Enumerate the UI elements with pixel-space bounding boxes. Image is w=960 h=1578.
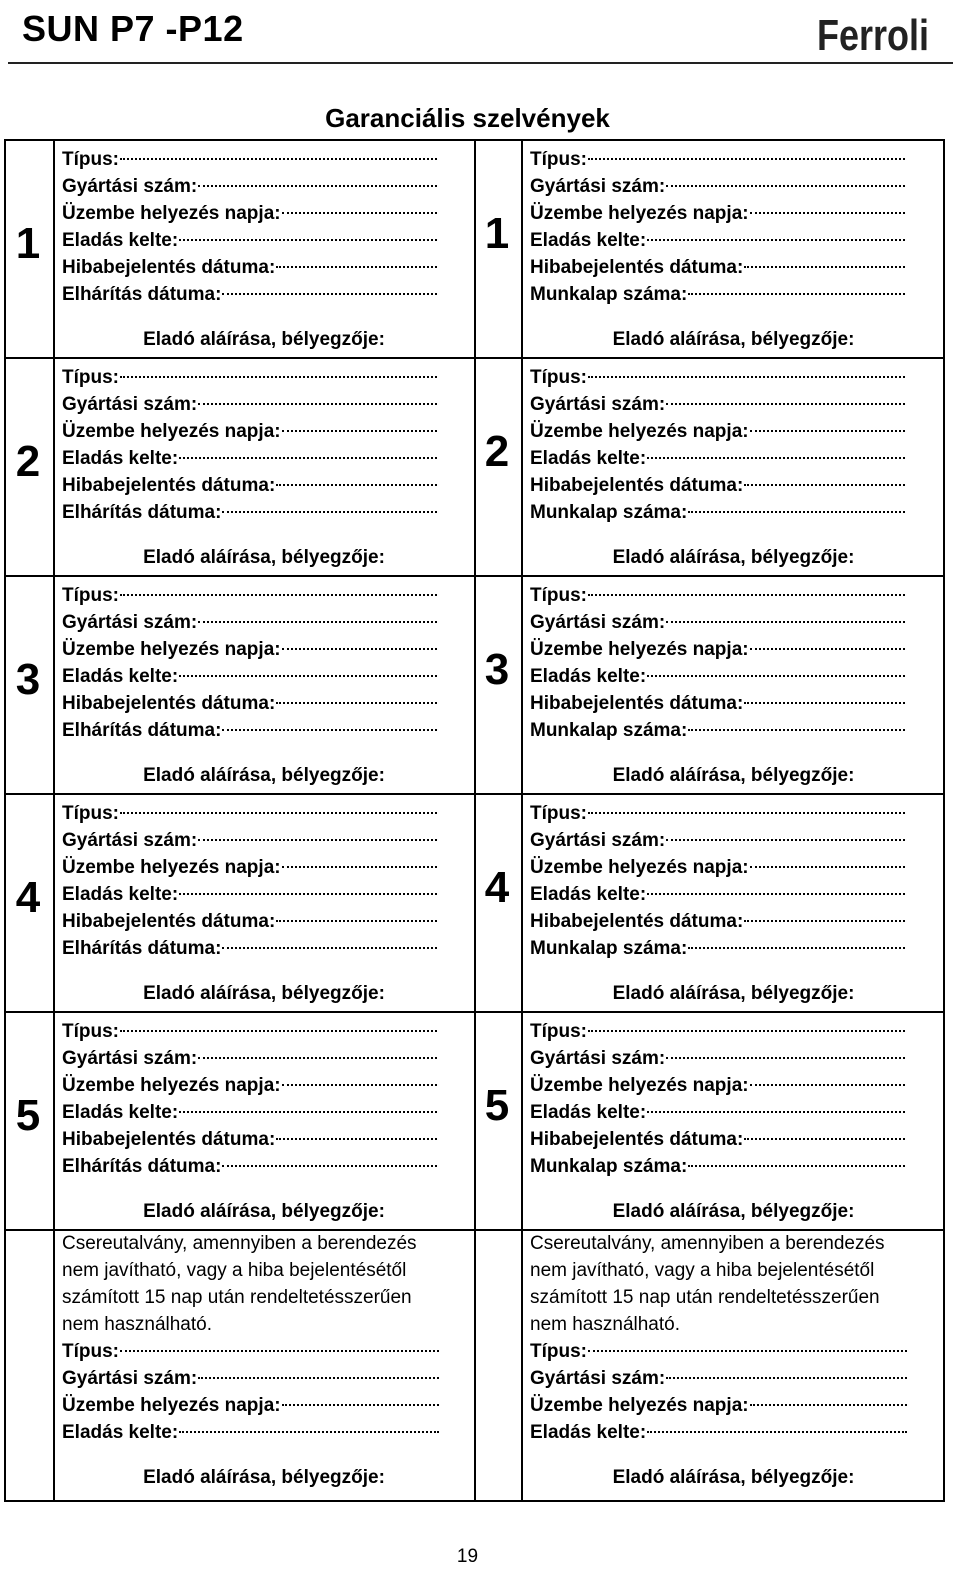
field-label: Eladás kelte: <box>530 666 647 687</box>
coupon-right-fields <box>530 582 905 744</box>
field-label: Gyártási szám: <box>530 394 666 415</box>
fill-in-line[interactable] <box>120 158 437 160</box>
field-label: Típus: <box>62 367 119 388</box>
form-field <box>530 663 905 690</box>
field-label: Típus: <box>530 367 587 388</box>
field-label: Típus: <box>530 149 587 170</box>
coupon-number: 3 <box>484 645 510 694</box>
field-label: Munkalap száma: <box>530 284 688 305</box>
field-label: Típus: <box>530 1341 587 1362</box>
fill-in-line[interactable] <box>588 812 905 814</box>
fill-in-line[interactable] <box>647 1431 907 1433</box>
coupon-number: 1 <box>484 209 510 258</box>
field-label: Típus: <box>62 1021 119 1042</box>
form-field <box>530 1419 907 1446</box>
fill-in-line[interactable] <box>222 293 437 295</box>
field-label: Eladás kelte: <box>62 1102 179 1123</box>
fill-in-line[interactable] <box>588 1030 905 1032</box>
fill-in-line[interactable] <box>666 1377 907 1379</box>
coupon-left-fields <box>62 1018 437 1180</box>
fill-in-line[interactable] <box>647 893 905 895</box>
fill-in-line[interactable] <box>276 484 437 486</box>
form-field <box>62 1072 437 1099</box>
coupon-left-fields <box>62 146 437 308</box>
fill-in-line[interactable] <box>179 457 437 459</box>
fill-in-line[interactable] <box>647 675 905 677</box>
fill-in-line[interactable] <box>666 839 905 841</box>
fill-in-line[interactable] <box>588 1350 907 1352</box>
form-field <box>530 935 905 962</box>
form-field <box>530 173 905 200</box>
signature-label: Eladó aláírása, bélyegzője: <box>612 765 855 786</box>
row-divider <box>4 793 945 795</box>
form-field <box>62 472 437 499</box>
form-field <box>530 445 905 472</box>
field-label: Típus: <box>62 585 119 606</box>
field-label: Eladás kelte: <box>62 230 179 251</box>
form-field <box>62 690 437 717</box>
signature-label: Eladó aláírása, bélyegzője: <box>143 1467 385 1488</box>
signature-label: Eladó aláírása, bélyegzője: <box>143 765 385 786</box>
coupon-number: 4 <box>484 863 510 912</box>
fill-in-line[interactable] <box>198 839 437 841</box>
signature-label: Eladó aláírása, bélyegzője: <box>612 1201 855 1222</box>
header-divider <box>8 62 953 64</box>
field-label: Eladás kelte: <box>530 884 647 905</box>
exchange-text: Csereutalvány, amennyiben a berendezés nem javítható, vagy a hiba bejelentésétől számított 15 nap után rendeltetésszerűen nem használható. <box>62 1233 417 1335</box>
form-field <box>62 827 437 854</box>
signature-label: Eladó aláírása, bélyegzője: <box>612 547 855 568</box>
form-field <box>530 1126 905 1153</box>
coupon-number: 5 <box>484 1081 510 1130</box>
grid-divider <box>474 139 476 1502</box>
form-field <box>530 254 905 281</box>
field-label: Hibabejelentés dátuma: <box>530 1129 744 1150</box>
fill-in-line[interactable] <box>744 1138 905 1140</box>
form-field <box>530 200 905 227</box>
field-label: Elhárítás dátuma: <box>62 1156 222 1177</box>
form-field <box>62 364 437 391</box>
form-field <box>62 800 437 827</box>
field-label: Hibabejelentés dátuma: <box>62 693 276 714</box>
fill-in-line[interactable] <box>198 403 437 405</box>
field-label: Üzembe helyezés napja: <box>530 1395 749 1416</box>
field-label: Eladás kelte: <box>530 230 647 251</box>
fill-in-line[interactable] <box>282 1084 437 1086</box>
row-divider <box>4 357 945 359</box>
form-field <box>530 1018 905 1045</box>
field-label: Hibabejelentés dátuma: <box>530 475 744 496</box>
fill-in-line[interactable] <box>666 185 905 187</box>
field-label: Üzembe helyezés napja: <box>62 1075 281 1096</box>
field-label: Üzembe helyezés napja: <box>530 203 749 224</box>
fill-in-line[interactable] <box>282 648 437 650</box>
form-field <box>530 472 905 499</box>
field-label: Eladás kelte: <box>62 666 179 687</box>
field-label: Üzembe helyezés napja: <box>62 1395 281 1416</box>
form-field <box>62 854 437 881</box>
fill-in-line[interactable] <box>750 1404 907 1406</box>
fill-in-line[interactable] <box>688 729 905 731</box>
fill-in-line[interactable] <box>120 376 437 378</box>
field-label: Gyártási szám: <box>62 1048 198 1069</box>
signature-label: Eladó aláírása, bélyegzője: <box>143 329 385 350</box>
form-field <box>62 609 437 636</box>
fill-in-line[interactable] <box>282 212 437 214</box>
fill-in-line[interactable] <box>198 185 437 187</box>
field-label: Típus: <box>530 1021 587 1042</box>
fill-in-line[interactable] <box>198 1057 437 1059</box>
fill-in-line[interactable] <box>120 812 437 814</box>
fill-in-line[interactable] <box>276 266 437 268</box>
field-label: Elhárítás dátuma: <box>62 938 222 959</box>
signature-label: Eladó aláírása, bélyegzője: <box>612 1467 855 1488</box>
form-field <box>530 636 905 663</box>
fill-in-line[interactable] <box>666 1057 905 1059</box>
field-label: Üzembe helyezés napja: <box>530 421 749 442</box>
form-field <box>530 364 905 391</box>
signature-label: Eladó aláírása, bélyegzője: <box>143 983 385 1004</box>
form-field <box>530 1072 905 1099</box>
field-label: Eladás kelte: <box>530 1422 647 1443</box>
field-label: Gyártási szám: <box>62 394 198 415</box>
form-field <box>62 881 437 908</box>
field-label: Gyártási szám: <box>530 830 666 851</box>
fill-in-line[interactable] <box>588 594 905 596</box>
form-field <box>530 1392 907 1419</box>
fill-in-line[interactable] <box>222 947 437 949</box>
field-label: Elhárítás dátuma: <box>62 284 222 305</box>
field-label: Gyártási szám: <box>530 1048 666 1069</box>
field-label: Gyártási szám: <box>530 612 666 633</box>
field-label: Típus: <box>530 803 587 824</box>
coupon-right-fields <box>530 146 905 308</box>
form-field <box>62 173 437 200</box>
form-field <box>530 717 905 744</box>
coupon-number: 5 <box>15 1091 41 1140</box>
signature-label: Eladó aláírása, bélyegzője: <box>612 983 855 1004</box>
form-field <box>62 1126 437 1153</box>
fill-in-line[interactable] <box>588 158 905 160</box>
fill-in-line[interactable] <box>666 621 905 623</box>
form-field <box>62 499 437 526</box>
form-field <box>530 227 905 254</box>
fill-in-line[interactable] <box>282 866 437 868</box>
field-label: Gyártási szám: <box>62 612 198 633</box>
ferroli-logo <box>815 0 933 60</box>
field-label: Gyártási szám: <box>530 1368 666 1389</box>
form-field <box>62 391 437 418</box>
field-label: Hibabejelentés dátuma: <box>530 257 744 278</box>
fill-in-line[interactable] <box>179 1431 439 1433</box>
field-label: Eladás kelte: <box>62 1422 179 1443</box>
coupon-right-fields <box>530 364 905 526</box>
page-number: 19 <box>456 1546 479 1567</box>
exchange-coupon <box>62 1230 439 1446</box>
fill-in-line[interactable] <box>282 430 437 432</box>
form-field <box>62 908 437 935</box>
fill-in-line[interactable] <box>276 702 437 704</box>
fill-in-line[interactable] <box>744 920 905 922</box>
fill-in-line[interactable] <box>179 893 437 895</box>
fill-in-line[interactable] <box>744 702 905 704</box>
form-field <box>62 1419 439 1446</box>
fill-in-line[interactable] <box>222 729 437 731</box>
coupon-left-fields <box>62 364 437 526</box>
field-label: Munkalap száma: <box>530 1156 688 1177</box>
field-label: Munkalap száma: <box>530 938 688 959</box>
form-field <box>62 1365 439 1392</box>
form-field <box>62 582 437 609</box>
form-field <box>62 1045 437 1072</box>
form-field <box>62 418 437 445</box>
coupon-left-fields <box>62 582 437 744</box>
exchange-coupon <box>530 1230 907 1446</box>
field-label: Munkalap száma: <box>530 502 688 523</box>
fill-in-line[interactable] <box>688 947 905 949</box>
field-label: Munkalap száma: <box>530 720 688 741</box>
field-label: Elhárítás dátuma: <box>62 720 222 741</box>
fill-in-line[interactable] <box>750 866 905 868</box>
form-field <box>530 391 905 418</box>
field-label: Üzembe helyezés napja: <box>62 203 281 224</box>
signature-label: Eladó aláírása, bélyegzője: <box>612 329 855 350</box>
field-label: Típus: <box>62 1341 119 1362</box>
field-label: Eladás kelte: <box>62 884 179 905</box>
product-title: SUN P7 -P12 <box>22 8 244 49</box>
row-divider <box>4 1011 945 1013</box>
row-divider <box>4 575 945 577</box>
field-label: Eladás kelte: <box>530 448 647 469</box>
fill-in-line[interactable] <box>120 594 437 596</box>
form-field <box>530 146 905 173</box>
field-label: Hibabejelentés dátuma: <box>530 693 744 714</box>
form-field <box>62 636 437 663</box>
field-label: Gyártási szám: <box>62 1368 198 1389</box>
fill-in-line[interactable] <box>276 1138 437 1140</box>
form-field <box>62 1099 437 1126</box>
fill-in-line[interactable] <box>222 1165 437 1167</box>
form-field <box>62 146 437 173</box>
svg-text:Ferroli: Ferroli <box>817 11 929 60</box>
form-field <box>62 1338 439 1365</box>
field-label: Elhárítás dátuma: <box>62 502 222 523</box>
form-field <box>530 690 905 717</box>
form-field <box>530 1099 905 1126</box>
field-label: Üzembe helyezés napja: <box>530 1075 749 1096</box>
fill-in-line[interactable] <box>750 1084 905 1086</box>
field-label: Üzembe helyezés napja: <box>62 639 281 660</box>
form-field <box>62 227 437 254</box>
form-field <box>530 1045 905 1072</box>
fill-in-line[interactable] <box>222 511 437 513</box>
form-field <box>530 418 905 445</box>
fill-in-line[interactable] <box>282 1404 439 1406</box>
coupon-number: 4 <box>15 873 41 922</box>
fill-in-line[interactable] <box>179 675 437 677</box>
field-label: Típus: <box>62 149 119 170</box>
form-field <box>62 1153 437 1180</box>
field-label: Gyártási szám: <box>530 176 666 197</box>
fill-in-line[interactable] <box>276 920 437 922</box>
field-label: Üzembe helyezés napja: <box>530 639 749 660</box>
fill-in-line[interactable] <box>744 266 905 268</box>
form-field <box>62 254 437 281</box>
form-field <box>62 935 437 962</box>
form-field <box>530 609 905 636</box>
form-field <box>530 881 905 908</box>
fill-in-line[interactable] <box>688 293 905 295</box>
signature-label: Eladó aláírása, bélyegzője: <box>143 547 385 568</box>
form-field <box>62 1392 439 1419</box>
fill-in-line[interactable] <box>588 376 905 378</box>
fill-in-line[interactable] <box>647 457 905 459</box>
coupon-right-fields <box>530 800 905 962</box>
coupon-number: 1 <box>15 219 41 268</box>
fill-in-line[interactable] <box>688 1165 905 1167</box>
field-label: Eladás kelte: <box>62 448 179 469</box>
fill-in-line[interactable] <box>647 239 905 241</box>
form-field <box>62 717 437 744</box>
coupon-number: 3 <box>15 655 41 704</box>
form-field <box>530 827 905 854</box>
field-label: Hibabejelentés dátuma: <box>530 911 744 932</box>
fill-in-line[interactable] <box>179 1111 437 1113</box>
form-field <box>530 281 905 308</box>
field-label: Gyártási szám: <box>62 830 198 851</box>
form-field <box>62 1018 437 1045</box>
field-label: Üzembe helyezés napja: <box>62 421 281 442</box>
field-label: Típus: <box>62 803 119 824</box>
form-field <box>530 1365 907 1392</box>
form-field <box>530 800 905 827</box>
field-label: Hibabejelentés dátuma: <box>62 1129 276 1150</box>
fill-in-line[interactable] <box>198 621 437 623</box>
fill-in-line[interactable] <box>688 511 905 513</box>
field-label: Üzembe helyezés napja: <box>530 857 749 878</box>
field-label: Típus: <box>530 585 587 606</box>
fill-in-line[interactable] <box>750 212 905 214</box>
field-label: Eladás kelte: <box>530 1102 647 1123</box>
form-field <box>530 499 905 526</box>
coupon-number: 2 <box>15 437 41 486</box>
coupon-number: 2 <box>484 427 510 476</box>
coupon-left-fields <box>62 800 437 962</box>
fill-in-line[interactable] <box>647 1111 905 1113</box>
form-field <box>530 1338 907 1365</box>
fill-in-line[interactable] <box>120 1030 437 1032</box>
exchange-text: Csereutalvány, amennyiben a berendezés nem javítható, vagy a hiba bejelentésétől számított 15 nap után rendeltetésszerűen nem használható. <box>530 1233 885 1335</box>
form-field <box>62 200 437 227</box>
form-field <box>530 1153 905 1180</box>
field-label: Hibabejelentés dátuma: <box>62 257 276 278</box>
form-field <box>530 582 905 609</box>
field-label: Hibabejelentés dátuma: <box>62 475 276 496</box>
field-label: Gyártási szám: <box>62 176 198 197</box>
form-field <box>62 445 437 472</box>
fill-in-line[interactable] <box>179 239 437 241</box>
field-label: Hibabejelentés dátuma: <box>62 911 276 932</box>
form-field <box>62 281 437 308</box>
coupon-right-fields <box>530 1018 905 1180</box>
form-field <box>530 854 905 881</box>
fill-in-line[interactable] <box>750 648 905 650</box>
fill-in-line[interactable] <box>120 1350 439 1352</box>
fill-in-line[interactable] <box>666 403 905 405</box>
fill-in-line[interactable] <box>198 1377 439 1379</box>
fill-in-line[interactable] <box>744 484 905 486</box>
field-label: Üzembe helyezés napja: <box>62 857 281 878</box>
signature-label: Eladó aláírása, bélyegzője: <box>143 1201 385 1222</box>
page-title: Garanciális szelvények <box>325 103 610 133</box>
form-field <box>62 663 437 690</box>
form-field <box>530 908 905 935</box>
fill-in-line[interactable] <box>750 430 905 432</box>
